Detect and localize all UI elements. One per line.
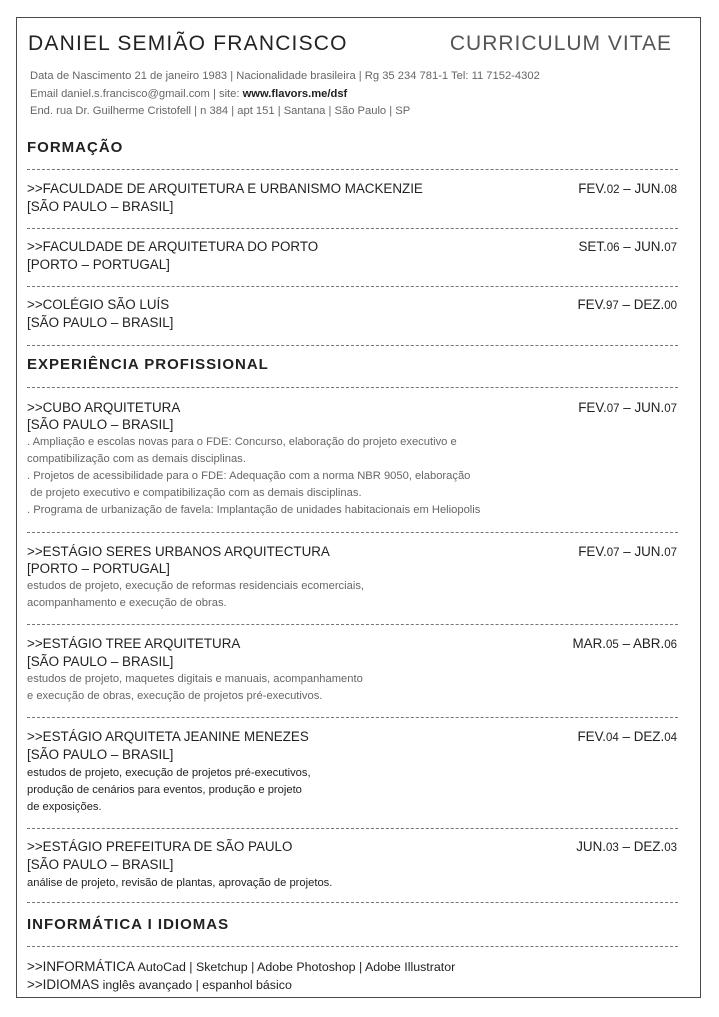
divider xyxy=(27,828,678,829)
education-title: >>FACULDADE DE ARQUITETURA DO PORTO xyxy=(27,239,319,254)
divider xyxy=(27,228,678,229)
divider xyxy=(27,387,678,388)
section-heading-education: FORMAÇÃO xyxy=(27,139,124,156)
divider xyxy=(27,169,678,170)
education-place: [SÃO PAULO – BRASIL] xyxy=(27,199,174,214)
education-place: [SÃO PAULO – BRASIL] xyxy=(27,315,174,330)
divider xyxy=(27,532,678,533)
it-skills: >>INFORMÁTICA AutoCad | Sketchup | Adobe Photoshop | Adobe Illustrator xyxy=(27,959,456,974)
job-place: [SÃO PAULO – BRASIL] xyxy=(27,747,174,762)
personal-info-line: Data de Nascimento 21 de janeiro 1983 | Nacionalidade brasileira | Rg 35 234 781-1 Tel: 11 7152-4302 xyxy=(30,70,540,82)
job-dates: FEV.07 – JUN.07 xyxy=(578,400,677,415)
education-dates: SET.06 – JUN.07 xyxy=(578,239,677,254)
job-dates: JUN.03 – DEZ.03 xyxy=(576,839,677,854)
divider xyxy=(27,902,678,903)
job-description: estudos de projeto, execução de projetos pré-executivos, produção de cenários para eventos, produção e projeto de exposições. xyxy=(27,767,311,813)
job-title: >>CUBO ARQUITETURA xyxy=(27,400,181,415)
divider xyxy=(27,946,678,947)
contact-line xyxy=(30,88,347,100)
document-title: CURRICULUM VITAE xyxy=(449,32,672,55)
divider xyxy=(27,345,678,346)
education-dates: FEV.97 – DEZ.00 xyxy=(577,297,677,312)
job-place: [SÃO PAULO – BRASIL] xyxy=(27,857,174,872)
job-dates: FEV.04 – DEZ.04 xyxy=(577,729,677,744)
education-dates: FEV.02 – JUN.08 xyxy=(578,181,677,196)
education-place: [PORTO – PORTUGAL] xyxy=(27,257,170,272)
section-heading-experience: EXPERIÊNCIA PROFISSIONAL xyxy=(27,356,269,373)
section-heading-skills: INFORMÁTICA I IDIOMAS xyxy=(27,916,230,933)
education-title: >>FACULDADE DE ARQUITETURA E URBANISMO MACKENZIE xyxy=(27,181,423,196)
job-title: >>ESTÁGIO SERES URBANOS ARQUITECTURA xyxy=(27,544,330,559)
job-description: estudos de projeto, execução de reformas residenciais ecomerciais, acompanhamento e execução de obras. xyxy=(27,580,365,609)
resume-page xyxy=(16,17,701,998)
job-description: . Ampliação e escolas novas para o FDE: Concurso, elaboração do projeto executivo e compatibilização com as demais disciplinas. . Projetos de acessibilidade para o FDE: Adequação com a norma NBR 9050, elaboração de projeto executivo e compatibilização com as demais disciplinas. . Programa de urbanização de favela: Implantação de unidades habitacionais em Heliopolis xyxy=(27,436,481,516)
job-place: [PORTO – PORTUGAL] xyxy=(27,561,170,576)
language-skills: >>IDIOMAS inglês avançado | espanhol básico xyxy=(27,977,292,992)
job-title: >>ESTÁGIO ARQUITETA JEANINE MENEZES xyxy=(27,729,309,744)
address-line: End. rua Dr. Guilherme Cristofell | n 384 | apt 151 | Santana | São Paulo | SP xyxy=(30,105,411,117)
divider xyxy=(27,286,678,287)
job-dates: MAR.05 – ABR.06 xyxy=(572,636,677,651)
email-text: Email daniel.s.francisco@gmail.com | site: xyxy=(30,88,243,100)
person-name: DANIEL SEMIÃO FRANCISCO xyxy=(28,32,348,55)
education-title: >>COLÉGIO SÃO LUÍS xyxy=(27,297,170,312)
job-place: [SÃO PAULO – BRASIL] xyxy=(27,417,174,432)
site-link[interactable]: www.flavors.me/dsf xyxy=(242,88,348,100)
divider xyxy=(27,717,678,718)
divider xyxy=(27,624,678,625)
job-dates: FEV.07 – JUN.07 xyxy=(578,544,677,559)
job-description: estudos de projeto, maquetes digitais e manuais, acompanhamento e execução de obras, execução de projetos pré-executivos. xyxy=(27,673,363,702)
job-title: >>ESTÁGIO PREFEITURA DE SÃO PAULO xyxy=(27,839,293,854)
job-title: >>ESTÁGIO TREE ARQUITETURA xyxy=(27,636,241,651)
job-description: análise de projeto, revisão de plantas, aprovação de projetos. xyxy=(27,877,333,889)
job-place: [SÃO PAULO – BRASIL] xyxy=(27,654,174,669)
